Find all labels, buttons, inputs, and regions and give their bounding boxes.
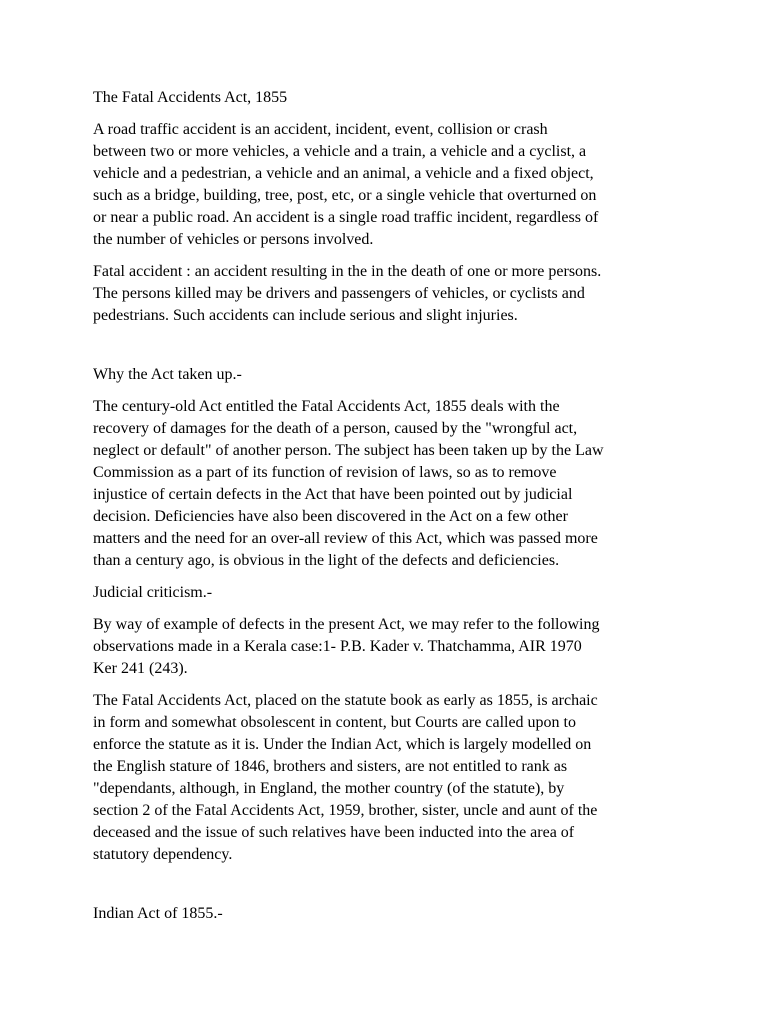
text-line: enforce the statute as it is. Under the Indian Act, which is largely modelled on (93, 736, 592, 753)
text-line: the English stature of 1846, brothers and sisters, are not entitled to rank as (93, 758, 568, 775)
heading-judicial-criticism (93, 582, 693, 604)
text-line: vehicle and a pedestrian, a vehicle and an animal, a vehicle and a fixed object, (93, 165, 594, 182)
text-line: decision. Deficiencies have also been discovered in the Act on a few other (93, 508, 568, 525)
text-line: The Fatal Accidents Act, placed on the statute book as early as 1855, is archaic (93, 692, 598, 709)
text-line: By way of example of defects in the present Act, we may refer to the following (93, 616, 600, 633)
text-line: between two or more vehicles, a vehicle and a train, a vehicle and a cyclist, a (93, 143, 587, 160)
heading-why-act-taken-up (93, 364, 693, 386)
text-line: The persons killed may be drivers and passengers of vehicles, or cyclists and (93, 285, 585, 302)
text-line: matters and the need for an over-all review of this Act, which was passed more (93, 530, 598, 547)
text-line: The century-old Act entitled the Fatal Accidents Act, 1855 deals with the (93, 398, 560, 415)
text-line: injustice of certain defects in the Act that have been pointed out by judicial (93, 486, 573, 503)
paragraph-fatal-accident (93, 261, 693, 327)
text-line: Fatal accident : an accident resulting in the in the death of one or more persons. (93, 263, 602, 280)
text-line: in form and somewhat obsolescent in content, but Courts are called upon to (93, 714, 576, 731)
text-line: or near a public road. An accident is a single road traffic incident, regardless of (93, 209, 599, 226)
document-body (93, 87, 693, 925)
text-line: A road traffic accident is an accident, incident, event, collision or crash (93, 121, 548, 138)
heading-indian-act (93, 903, 693, 925)
paragraph-definition (93, 119, 693, 251)
text-line: deceased and the issue of such relatives have been inducted into the area of (93, 824, 575, 841)
text-line: such as a bridge, building, tree, post, etc, or a single vehicle that overturned on (93, 187, 597, 204)
text-line: pedestrians. Such accidents can include serious and slight injuries. (93, 307, 518, 324)
paragraph-why (93, 396, 693, 572)
document-title (93, 87, 693, 109)
text-line: Why the Act taken up.- (93, 366, 242, 383)
text-line: Judicial criticism.- (93, 584, 213, 601)
text-line: neglect or default" of another person. The subject has been taken up by the Law (93, 442, 604, 459)
text-line: Commission as a part of its function of revision of laws, so as to remove (93, 464, 557, 481)
text-line: Indian Act of 1855.- (93, 905, 223, 922)
text-line: The Fatal Accidents Act, 1855 (93, 89, 288, 106)
text-line: than a century ago, is obvious in the light of the defects and deficiencies. (93, 552, 560, 569)
text-line: statutory dependency. (93, 846, 233, 863)
text-line: recovery of damages for the death of a person, caused by the "wrongful act, (93, 420, 578, 437)
text-line: section 2 of the Fatal Accidents Act, 1959, brother, sister, uncle and aunt of the (93, 802, 598, 819)
text-line: the number of vehicles or persons involved. (93, 231, 374, 248)
paragraph-quote (93, 690, 693, 866)
text-line: Ker 241 (243). (93, 660, 188, 677)
text-line: observations made in a Kerala case:1- P.B. Kader v. Thatchamma, AIR 1970 (93, 638, 582, 655)
paragraph-judicial (93, 614, 693, 680)
text-line: "dependants, although, in England, the mother country (of the statute), by (93, 780, 565, 797)
